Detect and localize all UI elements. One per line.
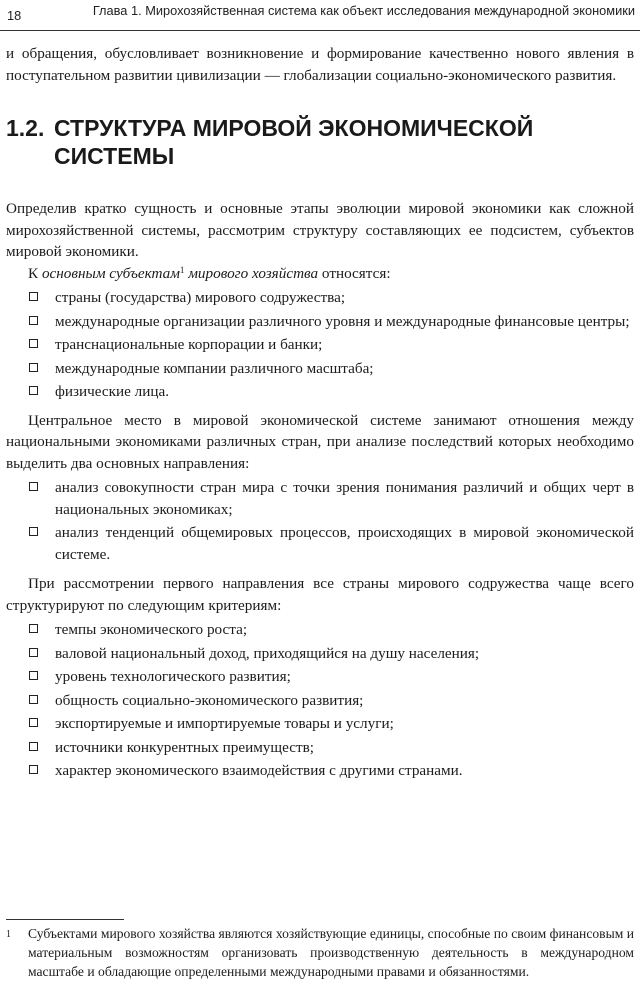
checkbox-bullet-icon xyxy=(29,292,38,301)
checkbox-bullet-icon xyxy=(29,671,38,680)
list-item xyxy=(6,334,634,356)
checkbox-bullet-icon xyxy=(29,648,38,657)
checkbox-bullet-icon xyxy=(29,742,38,751)
list-item-text: транснациональные корпорации и банки; xyxy=(55,336,323,353)
footnote-reference[interactable]: 1 xyxy=(179,264,185,275)
footnote-mark: 1 xyxy=(6,929,11,940)
checkbox-bullet-icon xyxy=(29,695,38,704)
section-title-line2: СИСТЕМЫ xyxy=(54,143,175,169)
footnote xyxy=(6,924,634,981)
list-item xyxy=(6,619,634,641)
list-item xyxy=(6,522,634,565)
subjects-list xyxy=(6,287,634,403)
list-item-text: уровень технологического развития; xyxy=(55,668,291,685)
list-item xyxy=(6,311,634,333)
running-head-title: Глава 1. Мирохозяйственная система как объект исследования международной экономики xyxy=(92,3,635,18)
list-item xyxy=(6,477,634,520)
footnote-text: Субъектами мирового хозяйства являются хозяйствующие единицы, способные по своим финансовым и материальным возможностям организовать производственную деятельность в международном масштабе и обладающие определенными международными правами и обязанностями. xyxy=(28,926,634,979)
paragraph-2-prefix: К xyxy=(28,264,42,282)
list-item-text: анализ тенденций общемировых процессов, происходящих в мировой экономической системе. xyxy=(55,524,634,563)
section-heading xyxy=(6,114,634,170)
checkbox-bullet-icon xyxy=(29,339,38,348)
checkbox-bullet-icon xyxy=(29,765,38,774)
section-number: 1.2. xyxy=(6,115,45,141)
checkbox-bullet-icon xyxy=(29,363,38,372)
list-item xyxy=(6,381,634,403)
paragraph-3: Центральное место в мировой экономической системе занимают отношения между национальными экономиками различных стран, при анализе последствий которых необходимо выделить два основных направления: xyxy=(6,411,634,472)
paragraph-2-italic-term: основным субъектам xyxy=(41,264,180,282)
checkbox-bullet-icon xyxy=(29,482,38,491)
directions-list xyxy=(6,477,634,565)
footnote-rule xyxy=(6,919,124,920)
list-item xyxy=(6,358,634,380)
page-content xyxy=(6,43,634,789)
checkbox-bullet-icon xyxy=(29,316,38,325)
list-item-text: общность социально-экономического развития; xyxy=(55,691,364,709)
list-item xyxy=(6,760,634,782)
list-item-text: экспортируемые и импортируемые товары и услуги; xyxy=(55,715,394,732)
paragraph-4: При рассмотрении первого направления все страны мирового содружества чаще всего структурируют по следующим критериям: xyxy=(6,575,634,614)
paragraph-2-suffix: относятся: xyxy=(318,264,391,282)
list-item xyxy=(6,666,634,688)
checkbox-bullet-icon xyxy=(29,386,38,395)
checkbox-bullet-icon xyxy=(29,624,38,633)
running-header xyxy=(0,0,640,31)
checkbox-bullet-icon xyxy=(29,527,38,536)
list-item-text: валовой национальный доход, приходящийся на душу населения; xyxy=(55,644,480,662)
section-title-line1: СТРУКТУРА МИРОВОЙ ЭКОНОМИЧЕСКОЙ xyxy=(54,115,534,141)
list-item-text: темпы экономического роста; xyxy=(55,621,248,638)
list-item xyxy=(6,737,634,759)
list-item-text: страны (государства) мирового содружества; xyxy=(55,289,346,306)
list-item-text: анализ совокупности стран мира с точки зрения понимания различий и общих черт в национальных экономиках; xyxy=(55,479,634,518)
list-item xyxy=(6,713,634,735)
list-item xyxy=(6,643,634,665)
list-item-text: международные организации различного уровня и международные финансовые центры; xyxy=(55,312,630,330)
section-heading-line1 xyxy=(6,114,634,142)
list-item-text: характер экономического взаимодействия с другими странами. xyxy=(55,762,463,779)
paragraph-1: Определив кратко сущность и основные этапы эволюции мировой экономики как сложной мирохозяйственной системы, рассмотрим структуру составляющих ее подсистем, субъектов мировой экономики. xyxy=(6,200,634,260)
list-item xyxy=(6,690,634,712)
list-item-text: источники конкурентных преимуществ; xyxy=(55,738,314,756)
paragraph-2-italic-term-2: мирового хозяйства xyxy=(184,264,319,282)
list-item-text: физические лица. xyxy=(55,383,170,400)
page-number: 18 xyxy=(7,8,22,23)
checkbox-bullet-icon xyxy=(29,718,38,727)
intro-paragraph: и обращения, обусловливает возникновение и формирование качественно нового явления в поступательном развитии цивилизации — глобализации социально-экономического развития. xyxy=(6,45,634,84)
list-item xyxy=(6,287,634,309)
paragraph-2 xyxy=(6,263,634,285)
criteria-list xyxy=(6,619,634,782)
list-item-text: международные компании различного масштаба; xyxy=(55,359,374,377)
